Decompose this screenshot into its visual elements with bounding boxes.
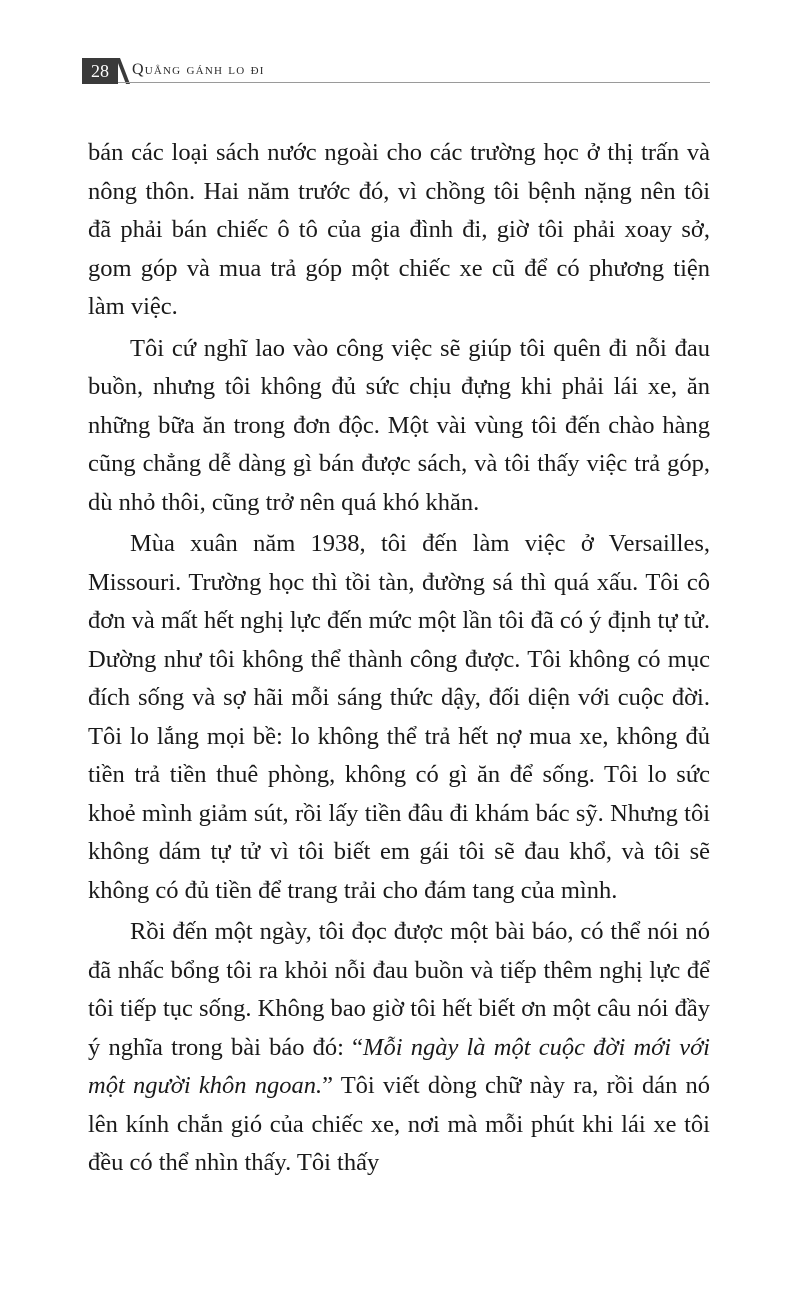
paragraph-2: Tôi cứ nghĩ lao vào công việc sẽ giúp tôi quên đi nỗi đau buồn, nhưng tôi không đủ sức chịu đựng khi phải lái xe, ăn những bữa ăn trong đơn độc. Một vài vùng tôi đến chào hàng cũng chẳng dễ dàng gì bán được sách, và tôi thấy việc trả góp, dù nhỏ thôi, cũng trở nên quá khó khăn. (88, 334, 710, 516)
page-number: 28 (82, 58, 118, 84)
paragraph-4-after: ” Tôi viết dòng chữ này ra, rồi dán nó lên kính chắn gió của chiếc xe, nơi mà mỗi phút khi lái xe tôi đều có thể nhìn thấy. Tôi thấy (88, 1072, 711, 1176)
paragraph-4 (88, 913, 710, 1183)
running-header (82, 58, 710, 86)
quote: Mỗi ngày là một cuộc đời mới với một người khôn ngoan. (88, 1033, 710, 1099)
paragraph-4-before: Rồi đến một ngày, tôi đọc được một bài báo, có thể nói nó đã nhấc bổng tôi ra khỏi nỗi đau buồn và tiếp thêm nghị lực để tôi tiếp tục sống. Không bao giờ tôi hết biết ơn một câu nói đầy ý nghĩa trong bài báo đó: “ (88, 918, 710, 1061)
paragraph-3: Mùa xuân năm 1938, tôi đến làm việc ở Versailles, Missouri. Trường học thì tồi tàn, đường sá thì quá xấu. Tôi cô đơn và mất hết nghị lực đến mức một lần tôi đã có ý định tự tử. Dường như tôi không thể thành công được. Tôi không có mục đích sống và sợ hãi mỗi sáng thức dậy, đối diện với cuộc đời. Tôi lo lắng mọi bề: lo không thể trả hết nợ mua xe, không đủ tiền trả tiền thuê phòng, không có gì ăn để sống. Tôi lo sức khoẻ mình giảm sút, rồi lấy tiền đâu đi khám bác sỹ. Nhưng tôi không dám tự tử vì tôi biết em gái tôi sẽ đau khổ, và tôi sẽ không có đủ tiền để trang trải cho đám tang của mình. (88, 530, 710, 904)
header-divider-slash (116, 58, 130, 84)
paragraph-1: bán các loại sách nước ngoài cho các trường học ở thị trấn và nông thôn. Hai năm trước đó, vì chồng tôi bệnh nặng nên tôi đã phải bán chiếc ô tô của gia đình đi, giờ tôi phải xoay sở, gom góp và mua trả góp một chiếc xe cũ để có phương tiện làm việc. (88, 139, 710, 320)
running-title: Quẳng gánh lo đi (132, 61, 265, 78)
body-text (88, 134, 710, 1183)
header-rule (118, 82, 710, 83)
